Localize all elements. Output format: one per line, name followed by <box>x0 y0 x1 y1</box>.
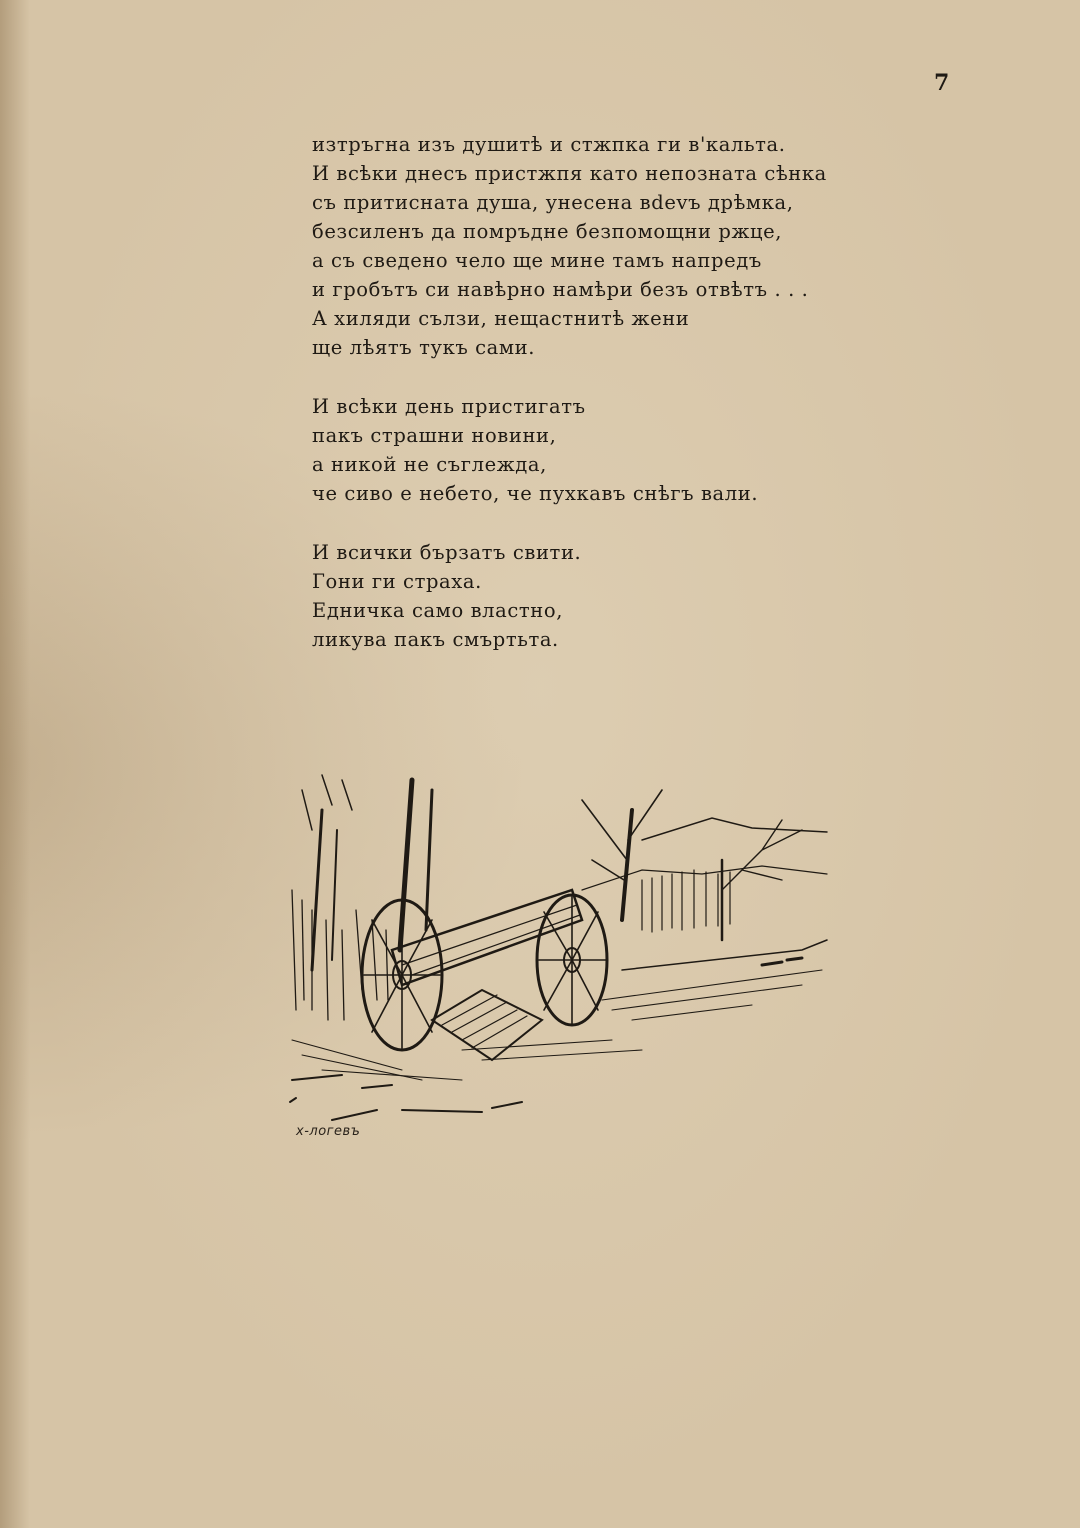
poem-line: а никой не съглежда, <box>312 453 547 476</box>
poem-line: ликува пакъ смъртьта. <box>312 628 559 651</box>
poem <box>312 130 872 684</box>
poem-line: ще лѣятъ тукъ сами. <box>312 336 536 359</box>
poem-line: че сиво е небето, че пухкавъ снѣгъ вали. <box>312 482 759 505</box>
poem-line: А хиляди сълзи, нещастнитѣ жени <box>312 307 690 330</box>
poem-line: а съ сведено чело ще мине тамъ напредъ <box>312 249 762 272</box>
poem-line: съ притисната душа, унесена вdevъ дрѣмка, <box>312 191 794 214</box>
page-number: 7 <box>934 70 950 96</box>
poem-line: И всѣки днесъ пристжпя като непозната сѣнка <box>312 162 827 185</box>
poem-line: И всѣки день пристигатъ <box>312 395 586 418</box>
poem-line: и гробътъ си навѣрно намѣри безъ отвѣтъ . . . <box>312 278 809 301</box>
page-edge-shadow <box>0 0 30 1528</box>
stanza-2 <box>312 392 872 508</box>
poem-line: изтръгна изъ душитѣ и стжпка ги в'кальта. <box>312 133 786 156</box>
poem-line: пакъ страшни новини, <box>312 424 557 447</box>
artist-signature: х-логевъ <box>296 1124 361 1139</box>
poem-line: Едничка само властно, <box>312 599 564 622</box>
poem-line: Гони ги страха. <box>312 570 482 593</box>
poem-line: безсиленъ да помръдне безпомощни ржце, <box>312 220 783 243</box>
stanza-1 <box>312 130 872 362</box>
poem-line: И всички бързатъ свити. <box>312 541 582 564</box>
gun-carriage-illustration <box>282 770 842 1150</box>
stanza-3 <box>312 538 872 654</box>
